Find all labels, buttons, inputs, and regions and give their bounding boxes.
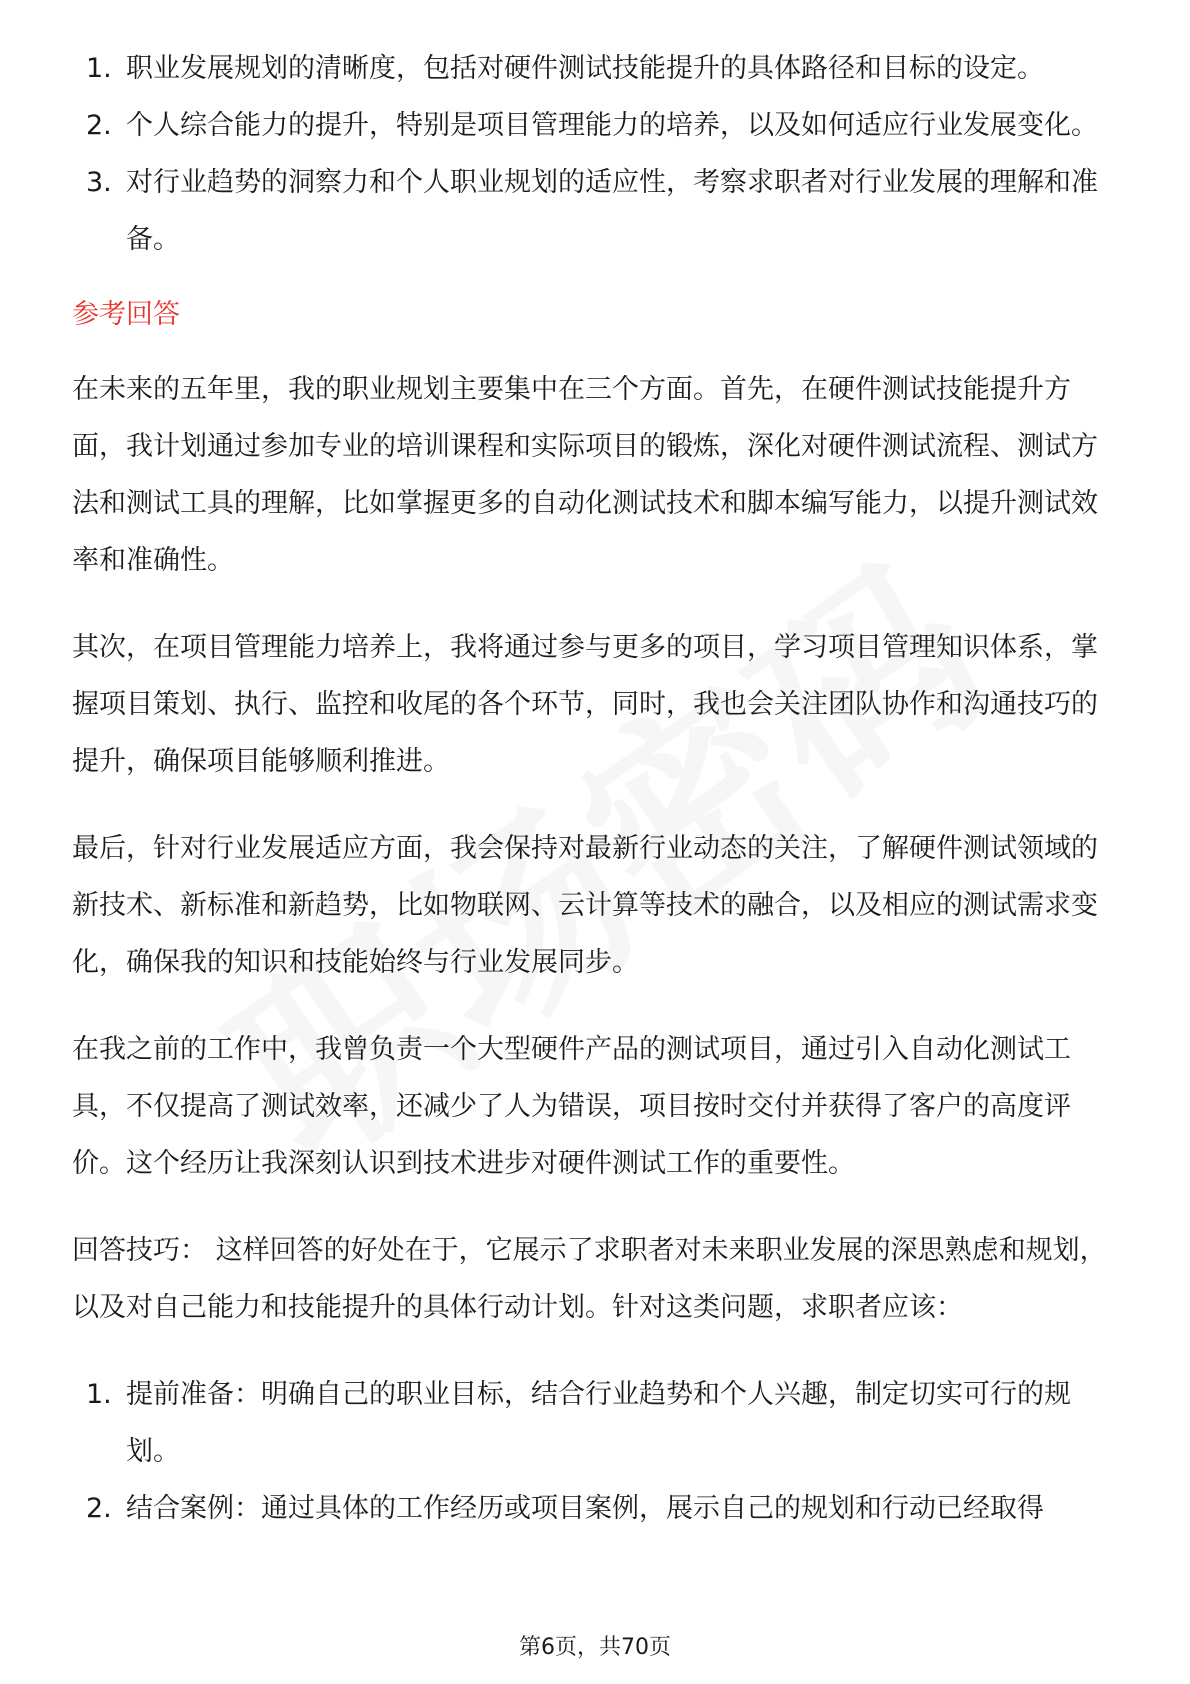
paragraph: 在未来的五年里，我的职业规划主要集中在三个方面。首先，在硬件测试技能提升方面，我计划通过参加专业的培训课程和实际项目的锻炼，深化对硬件测试流程、测试方法和测试工具的理解，比如掌握更多的自动化测试技术和脚本编写能力，以提升测试效率和准确性。 xyxy=(72,374,1098,576)
list-item-text: 提前准备：明确自己的职业目标，结合行业趋势和个人兴趣，制定切实可行的规划。 xyxy=(126,1379,1071,1467)
tips-list xyxy=(72,1366,1122,1537)
criteria-list xyxy=(72,40,1122,268)
list-item xyxy=(72,1366,1122,1480)
section-title: 参考回答 xyxy=(72,299,180,330)
list-item xyxy=(72,154,1122,268)
list-item-text: 职业发展规划的清晰度，包括对硬件测试技能提升的具体路径和目标的设定。 xyxy=(126,53,1044,84)
page-footer: 第6页，共70页 xyxy=(519,1635,671,1660)
paragraph: 其次，在项目管理能力培养上，我将通过参与更多的项目，学习项目管理知识体系，掌握项目策划、执行、监控和收尾的各个环节，同时，我也会关注团队协作和沟通技巧的提升，确保项目能够顺利推进。 xyxy=(72,632,1098,777)
list-item xyxy=(72,97,1122,154)
list-item-text: 对行业趋势的洞察力和个人职业规划的适应性，考察求职者对行业发展的理解和准备。 xyxy=(126,167,1098,255)
list-item-text: 个人综合能力的提升，特别是项目管理能力的培养，以及如何适应行业发展变化。 xyxy=(126,110,1098,141)
paragraph: 最后，针对行业发展适应方面，我会保持对最新行业动态的关注，了解硬件测试领域的新技术、新标准和新趋势，比如物联网、云计算等技术的融合，以及相应的测试需求变化，确保我的知识和技能始终与行业发展同步。 xyxy=(72,833,1098,978)
list-number: 1. xyxy=(86,1379,112,1410)
list-number: 3. xyxy=(86,167,112,198)
list-item xyxy=(72,40,1122,97)
list-number: 2. xyxy=(86,1493,112,1524)
list-number: 1. xyxy=(86,53,112,84)
tips-paragraph: 回答技巧： 这样回答的好处在于，它展示了求职者对未来职业发展的深思熟虑和规划，以及对自己能力和技能提升的具体行动计划。针对这类问题，求职者应该： xyxy=(72,1235,1107,1323)
page-content xyxy=(72,40,1122,1537)
list-item xyxy=(72,1480,1122,1537)
paragraph: 在我之前的工作中，我曾负责一个大型硬件产品的测试项目，通过引入自动化测试工具，不仅提高了测试效率，还减少了人为错误，项目按时交付并获得了客户的高度评价。这个经历让我深刻认识到技术进步对硬件测试工作的重要性。 xyxy=(72,1034,1071,1179)
list-number: 2. xyxy=(86,110,112,141)
list-item-text: 结合案例：通过具体的工作经历或项目案例，展示自己的规划和行动已经取得 xyxy=(126,1493,1044,1524)
